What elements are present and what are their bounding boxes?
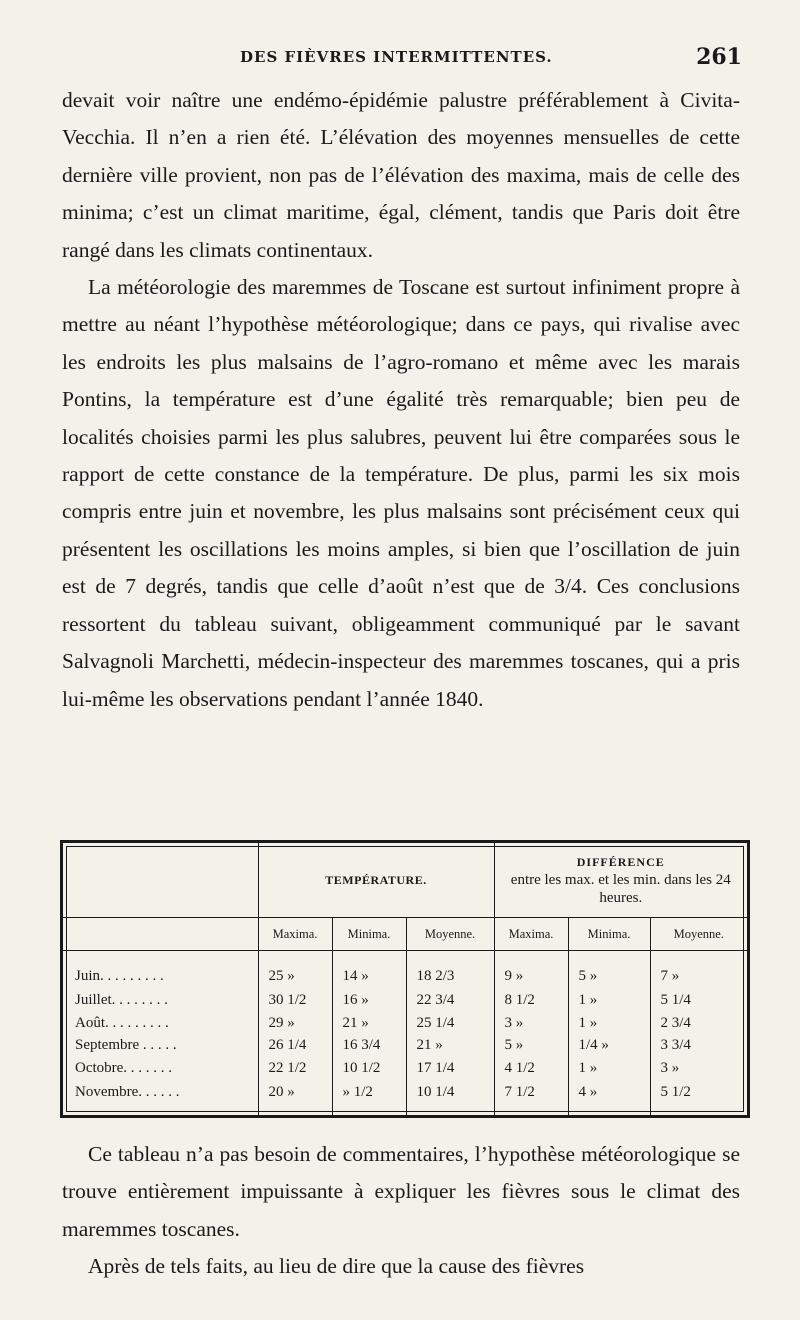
month-cell: Juillet. . . . . . . .: [75, 992, 168, 1009]
table-row: [63, 1079, 747, 1115]
page-number: 261: [696, 44, 742, 70]
value-cell: 25 »: [258, 951, 332, 990]
month-header-cell: [63, 843, 258, 918]
value-cell: 10 1/2: [332, 1057, 406, 1079]
value-cell: 10 1/4: [406, 1079, 494, 1115]
month-cell: Novembre. . . . . .: [75, 1083, 180, 1100]
month-cell: Septembre . . . . .: [75, 1037, 177, 1054]
table-row: [63, 1012, 747, 1034]
value-cell: 7 1/2: [494, 1079, 568, 1115]
paragraph: Après de tels faits, au lieu de dire que la cause des fièvres: [88, 1254, 585, 1279]
page-header: [62, 44, 742, 74]
value-cell: 30 1/2: [258, 989, 332, 1011]
value-cell: 4 1/2: [494, 1057, 568, 1079]
temperature-table: [60, 840, 750, 1118]
temperature-group-header: [258, 843, 494, 918]
value-cell: 5 1/2: [650, 1079, 747, 1115]
paragraph: devait voir naître une endémo-épidémie palustre préférablement à Civita-Vecchia. Il n’en a rien été. L’élévation des moyennes mensuelles de cette dernière ville provient, non pas de l’élévation des maxima, mais de celle des minima; c’est un climat maritime, égal, clément, tandis que Paris doit être rangé dans les climats continentaux.: [62, 88, 740, 262]
value-cell: 5 »: [494, 1034, 568, 1056]
difference-group-title: DIFFÉRENCE: [576, 855, 665, 869]
value-cell: 7 »: [650, 951, 747, 990]
value-cell: 5 »: [568, 951, 650, 990]
value-cell: 1 »: [568, 1012, 650, 1034]
value-cell: 1/4 »: [568, 1034, 650, 1056]
running-head: DES FIÈVRES INTERMITTENTES.: [240, 48, 553, 66]
value-cell: 17 1/4: [406, 1057, 494, 1079]
column-header: Minima.: [568, 918, 650, 951]
paragraph: La météorologie des maremmes de Toscane est surtout infiniment propre à mettre au néant l’hypothèse météorologique; dans ce pays, qui rivalise avec les endroits les plus malsains de l’agro-romano et même avec les marais Pontins, la température est d’une égalité très remarquable; bien peu de localités choisies parmi les plus salubres, peuvent lui être comparées sous le rapport de cette constance de la température. De plus, parmi les six mois compris entre juin et novembre, les plus malsains sont précisément ceux qui présentent les oscillations les moins amples, si bien que l’oscillation de juin est de 7 degrés, tandis que celle d’août n’est que de 3/4. Ces conclusions ressortent du tableau suivant, obligeamment communiqué par le savant Salvagnoli Marchetti, médecin-inspecteur des maremmes toscanes, qui a pris lui-même les observations pendant l’année 1840.: [62, 275, 740, 711]
value-cell: 25 1/4: [406, 1012, 494, 1034]
difference-group-subtitle: entre les max. et les min. dans les 24 heures.: [510, 872, 731, 906]
value-cell: 14 »: [332, 951, 406, 990]
difference-group-header: [494, 843, 747, 918]
month-cell: Octobre. . . . . . .: [75, 1059, 173, 1076]
table-row: [63, 989, 747, 1011]
value-cell: 9 »: [494, 951, 568, 990]
value-cell: 21 »: [406, 1034, 494, 1056]
table-row: [63, 1057, 747, 1079]
value-cell: 8 1/2: [494, 989, 568, 1011]
column-header: Minima.: [332, 918, 406, 951]
value-cell: 21 »: [332, 1012, 406, 1034]
column-header: Maxima.: [258, 918, 332, 951]
paragraph: Ce tableau n’a pas besoin de commentaires, l’hypothèse météorologique se trouve entièrement impuissante à expliquer les fièvres sous le climat des maremmes toscanes.: [62, 1142, 740, 1241]
value-cell: 3 »: [650, 1057, 747, 1079]
column-header: Moyenne.: [406, 918, 494, 951]
value-cell: 22 3/4: [406, 989, 494, 1011]
value-cell: 20 »: [258, 1079, 332, 1115]
value-cell: 5 1/4: [650, 989, 747, 1011]
month-cell: Juin. . . . . . . . .: [75, 967, 164, 984]
temperature-group-label: TEMPÉRATURE.: [325, 873, 427, 887]
value-cell: 16 3/4: [332, 1034, 406, 1056]
value-cell: 3 3/4: [650, 1034, 747, 1056]
value-cell: 1 »: [568, 989, 650, 1011]
month-cell: Août. . . . . . . . .: [75, 1014, 169, 1031]
value-cell: 16 »: [332, 989, 406, 1011]
value-cell: 22 1/2: [258, 1057, 332, 1079]
month-subheader-cell: [63, 918, 258, 951]
value-cell: 18 2/3: [406, 951, 494, 990]
value-cell: 26 1/4: [258, 1034, 332, 1056]
table-row: [63, 1034, 747, 1056]
value-cell: » 1/2: [332, 1079, 406, 1115]
body-text-top: [62, 82, 740, 718]
table-row: [63, 951, 747, 990]
body-text-bottom: [62, 1136, 740, 1286]
value-cell: 4 »: [568, 1079, 650, 1115]
value-cell: 1 »: [568, 1057, 650, 1079]
column-header: Maxima.: [494, 918, 568, 951]
value-cell: 29 »: [258, 1012, 332, 1034]
value-cell: 3 »: [494, 1012, 568, 1034]
column-header: Moyenne.: [650, 918, 747, 951]
value-cell: 2 3/4: [650, 1012, 747, 1034]
